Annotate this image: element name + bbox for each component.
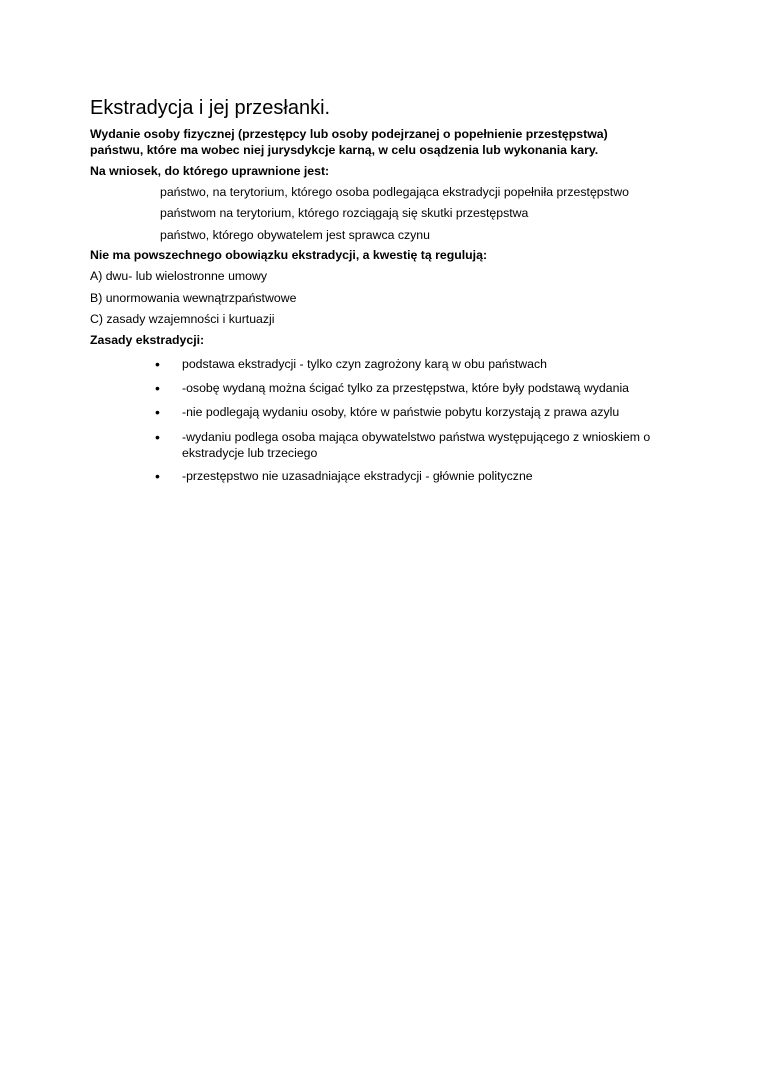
- document-title: Ekstradycja i jej przesłanki.: [90, 97, 331, 119]
- bullet-icon: •: [155, 429, 160, 445]
- definition-line-2: państwu, które ma wobec niej jurysdykcje karną, w celu osądzenia lub wykonania kary.: [90, 143, 599, 157]
- principle-text-line-1: -wydaniu podlega osoba mająca obywatelstwo państwa występującego z wnioskiem o: [182, 430, 651, 444]
- bullet-icon: •: [155, 356, 160, 372]
- bullet-icon: •: [155, 404, 160, 420]
- obligation-heading: Nie ma powszechnego obowiązku ekstradycji, a kwestię tą regulują:: [90, 248, 488, 262]
- principle-text: podstawa ekstradycji - tylko czyn zagrożony karą w obu państwach: [182, 357, 547, 371]
- principle-text: -nie podlegają wydaniu osoby, które w państwie pobytu korzystają z prawa azylu: [182, 405, 620, 419]
- principle-text-line-2: ekstradycje lub trzeciego: [182, 446, 318, 460]
- obligation-item: A) dwu- lub wielostronne umowy: [90, 269, 268, 283]
- principle-text: -osobę wydaną można ścigać tylko za przestępstwa, które były podstawą wydania: [182, 381, 630, 395]
- request-item: państwo, na terytorium, którego osoba podlegająca ekstradycji popełniła przestępstwo: [160, 185, 629, 199]
- request-heading: Na wniosek, do którego uprawnione jest:: [90, 164, 330, 178]
- principle-text: -przestępstwo nie uzasadniające ekstradycji - głównie polityczne: [182, 469, 533, 483]
- definition-paragraph: [90, 126, 690, 158]
- obligation-item: B) unormowania wewnątrzpaństwowe: [90, 291, 297, 305]
- definition-line-1: Wydanie osoby fizycznej (przestępcy lub osoby podejrzanej o popełnienie przestępstwa): [90, 127, 608, 141]
- obligation-item: C) zasady wzajemności i kurtuazji: [90, 312, 275, 326]
- principles-heading: Zasady ekstradycji:: [90, 333, 205, 347]
- request-item: państwom na terytorium, którego rozciągają się skutki przestępstwa: [160, 206, 529, 220]
- bullet-icon: •: [155, 380, 160, 396]
- request-item: państwo, którego obywatelem jest sprawca czynu: [160, 228, 430, 242]
- principle-text: [182, 429, 682, 461]
- bullet-icon: •: [155, 468, 160, 484]
